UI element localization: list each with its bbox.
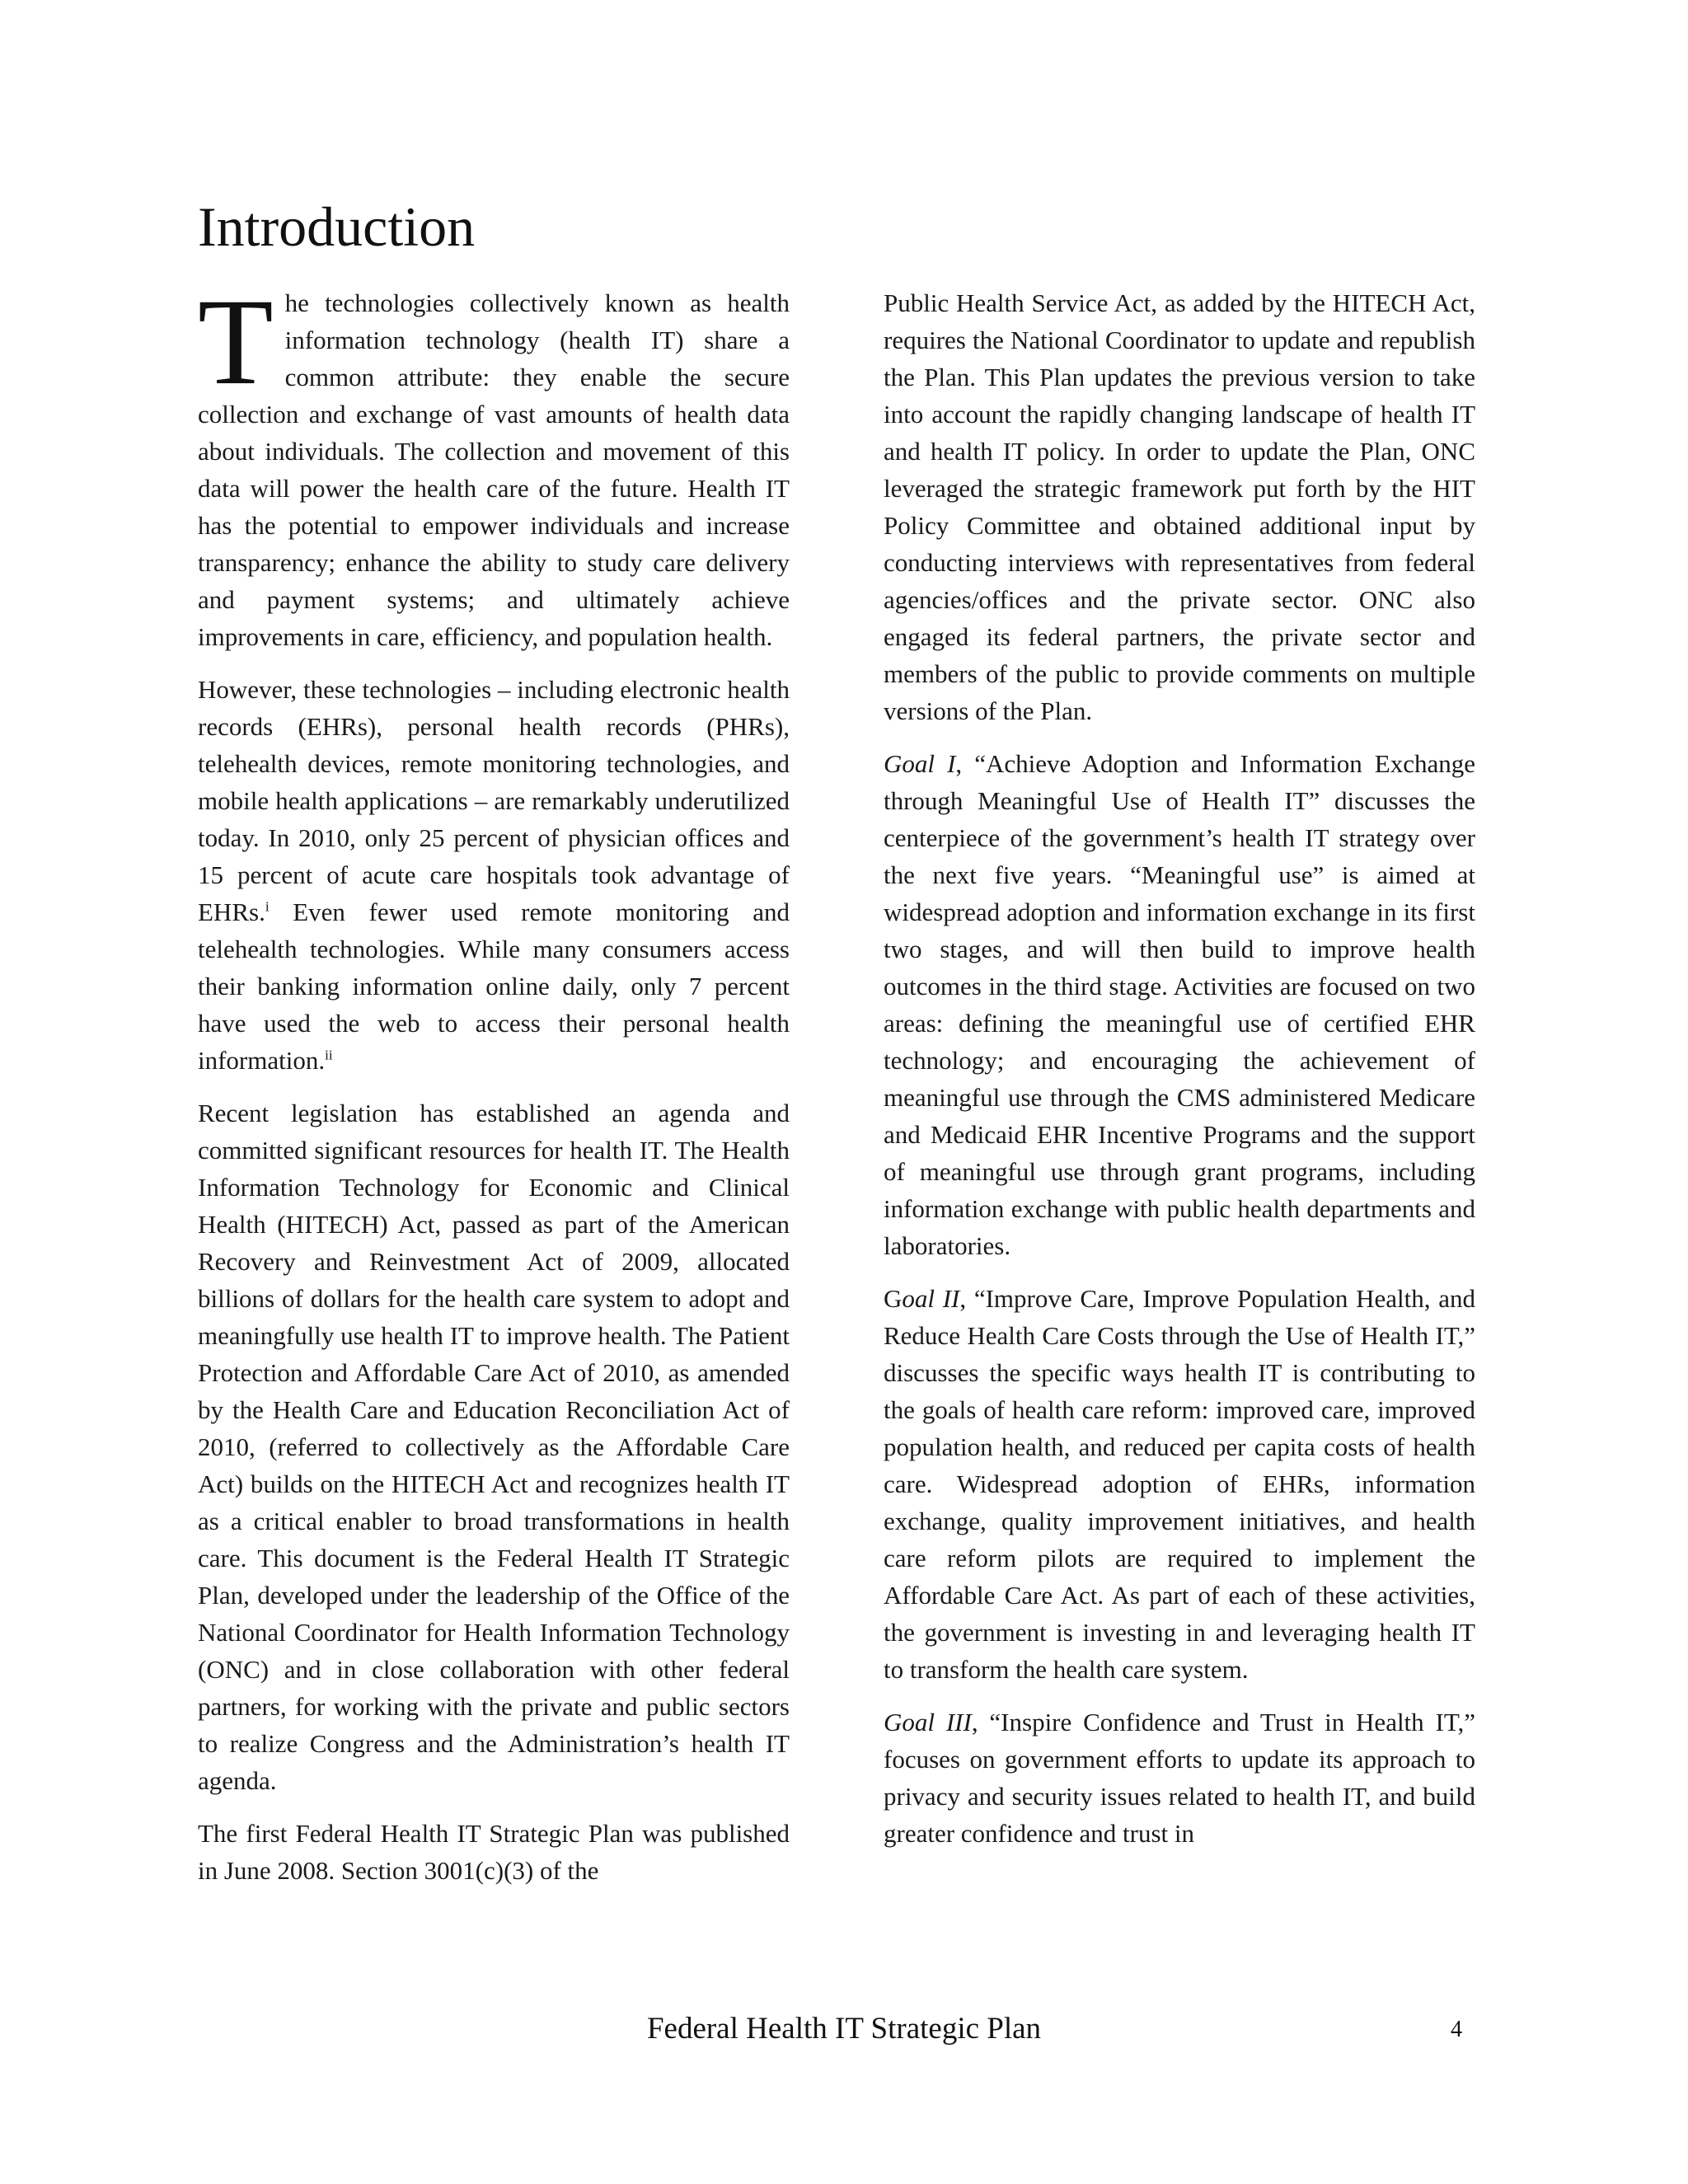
page-number: 4 xyxy=(1451,2017,1462,2042)
goal-3-paragraph xyxy=(884,1704,1475,1852)
right-column xyxy=(884,284,1475,1868)
goal-1-label: Goal I xyxy=(884,749,956,778)
paragraph-4: The first Federal Health IT Strategic Plan was published in June 2008. Section 3001(c)(3) of the xyxy=(198,1819,790,1885)
paragraph-2 xyxy=(198,671,790,1079)
paragraph-1 xyxy=(198,274,790,655)
paragraph-2-text-b: Even fewer used remote monitoring and telehealth technologies. While many consumers access their banking information online daily, only 7 percent have used the web to access their personal health information. xyxy=(198,898,790,1075)
goal-3-text: , “Inspire Confidence and Trust in Health IT,” focuses on government efforts to update its approach to privacy and security issues related to health IT, and build greater confidence and trust in xyxy=(884,1708,1475,1848)
left-column xyxy=(198,274,790,1905)
goal-2-label: oal II xyxy=(902,1284,960,1313)
footer-title: Federal Health IT Strategic Plan xyxy=(646,2012,1042,2046)
paragraph-3: Recent legislation has established an agenda and committed significant resources for health IT. The Health Information Technology for Economic and Clinical Health (HITECH) Act, passed as part of the American Recovery and Reinvestment Act of 2009, allocated billions of dollars for the health care system to adopt and meaningfully use health IT to improve health. The Patient Protection and Affordable Care Act of 2010, as amended by the Health Care and Education Reconciliation Act of 2010, (referred to collectively as the Affordable Care Act) builds on the HITECH Act and recognizes health IT as a critical enabler to broad transformations in health care. This document is the Federal Health IT Strategic Plan, developed under the leadership of the Office of the National Coordinator for Health Information Technology (ONC) and in close collaboration with other federal partners, for working with the private and public sectors to realize Congress and the Administration’s health IT agenda. xyxy=(198,1099,790,1795)
goal-2-text: , “Improve Care, Improve Population Health, and Reduce Health Care Costs through the Use of Health IT,” discusses the specific ways health IT is contributing to the goals of health care reform: improved care, improved population health, and reduced per capita costs of health care. Widespread adoption of EHRs, information exchange, quality improvement initiatives, and health care reform pilots are required to implement the Affordable Care Act. As part of each of these activities, the government is investing in and leveraging health IT to transform the health care system. xyxy=(884,1284,1475,1684)
footnote-ref-i[interactable]: i xyxy=(265,898,270,915)
page-title: Introduction xyxy=(198,195,476,258)
goal-2-initial: G xyxy=(884,1284,903,1313)
goal-2-paragraph xyxy=(884,1280,1475,1688)
goal-1-text: , “Achieve Adoption and Information Exchange through Meaningful Use of Health IT” discusses the centerpiece of the government’s health IT strategy over the next five years. “Meaningful use” is aimed at widespread adoption and information exchange in its first two stages, and will then build to improve health outcomes in the third stage. Activities are focused on two areas: defining the meaningful use of certified EHR technology; and encouraging the achievement of meaningful use through the CMS administered Medicare and Medicaid EHR Incentive Programs and the support of meaningful use through grant programs, including information exchange with public health departments and laboratories. xyxy=(884,749,1476,1260)
goal-1-paragraph xyxy=(884,745,1475,1264)
drop-cap: T xyxy=(198,274,274,410)
goal-3-label: Goal III xyxy=(884,1708,972,1736)
footnote-ref-ii[interactable]: ii xyxy=(325,1047,333,1063)
paragraph-1-text: he technologies collectively known as health information technology (health IT) share a common attribute: they enable the secure collection and exchange of vast amounts of health data about individuals. The collection and movement of this data will power the health care of the future. Health IT has the potential to empower individuals and increase transparency; enhance the ability to study care delivery and payment systems; and ultimately achieve improvements in care, efficiency, and population health. xyxy=(198,288,790,651)
paragraph-5: Public Health Service Act, as added by the HITECH Act, requires the National Coordinator to update and republish the Plan. This Plan updates the previous version to take into account the rapidly changing landscape of health IT and health IT policy. In order to update the Plan, ONC leveraged the strategic framework put forth by the HIT Policy Committee and obtained additional input by conducting interviews with representatives from federal agencies/offices and the private sector. ONC also engaged its federal partners, the private sector and members of the public to provide comments on multiple versions of the Plan. xyxy=(884,288,1475,725)
paragraph-2-text-a: However, these technologies – including electronic health records (EHRs), personal health records (PHRs), telehealth devices, remote monitoring technologies, and mobile health applications – are remarkably underutilized today. In 2010, only 25 percent of physician offices and 15 percent of acute care hospitals took advantage of EHRs. xyxy=(198,675,790,926)
